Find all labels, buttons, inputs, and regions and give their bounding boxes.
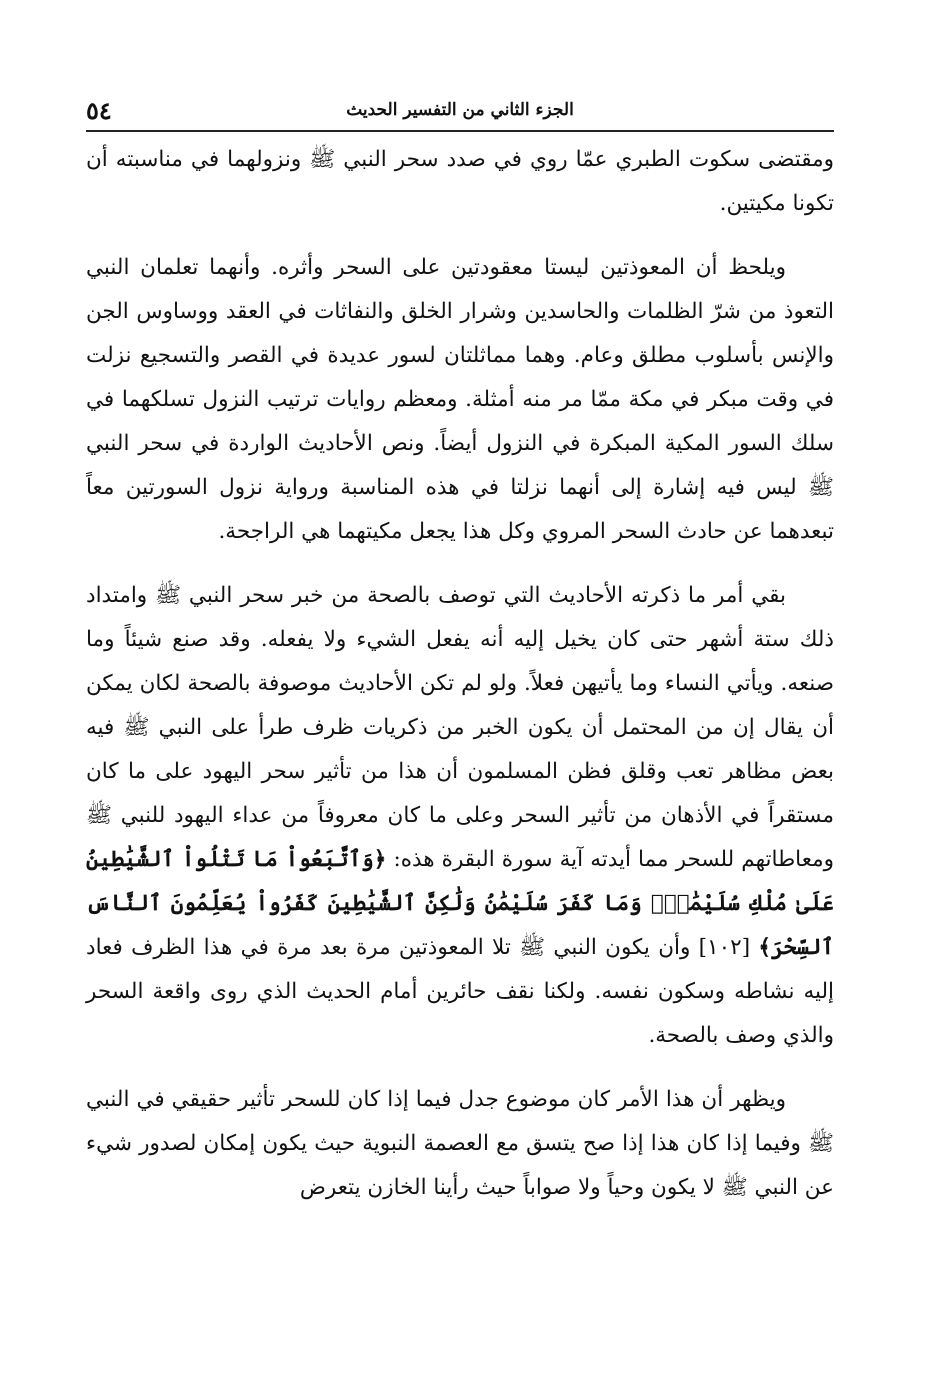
page-number: ٥٤: [86, 96, 112, 125]
running-header: [86, 90, 834, 132]
paragraph-3-text-before: بقي أمر ما ذكرته الأحاديث التي توصف بالصحة من خبر سحر النبي ﷺ وامتداد ذلك ستة أشهر حتى كان يخيل إليه أنه يفعل الشيء ولا يفعله. وقد صنع شيئاً وما صنعه. ويأتي النساء وما يأتيهن فعلاً. ولو لم تكن الأحاديث موصوفة بالصحة لكان يمكن أن يقال إن من المحتمل أن يكون الخبر من ذكريات ظرف طرأ على النبي ﷺ فيه بعض مظاهر تعب وقلق فظن المسلمون أن هذا من تأثير سحر اليهود على ما كان مستقراً في الأذهان من تأثير السحر وعلى ما كان معروفاً من عداء اليهود للنبي ﷺ ومعاطاتهم للسحر مما أيدته آية سورة البقرة هذه:: [86, 583, 834, 872]
quran-verse: ﴿وَٱتَّبَعُواْ مَا تَتْلُواْ ٱلشَّيَٰطِينُ عَلَىٰ مُلْكِ سُلَيْمَٰنَۖ وَمَا كَفَرَ سُلَيْمَٰنُ وَلَٰكِنَّ ٱلشَّيَٰطِينَ كَفَرُواْ يُعَلِّمُونَ ٱلنَّاسَ ٱلسِّحْرَ﴾: [86, 847, 834, 960]
paragraph-4: ويظهر أن هذا الأمر كان موضوع جدل فيما إذا كان للسحر تأثير حقيقي في النبي ﷺ وفيما إذا كان هذا إذا صح يتسق مع العصمة النبوية حيث يكون إمكان لصدور شيء عن النبي ﷺ لا يكون وحياً ولا صواباً حيث رأينا الخازن يتعرض: [86, 1087, 834, 1200]
paragraph-2: ويلحظ أن المعوذتين ليستا معقودتين على السحر وأثره. وأنهما تعلمان النبي التعوذ من شرّ الظلمات والحاسدين وشرار الخلق والنفاثات في العقد ووساوس الجن والإنس بأسلوب مطلق وعام. وهما مماثلتان لسور عديدة في القصر والتسجيع نزلت في وقت مبكر في مكة ممّا مر منه أمثلة. ومعظم روايات ترتيب النزول تسلكهما في سلك السور المكية المبكرة في النزول أيضاً. ونص الأحاديث الواردة في سحر النبي ﷺ ليس فيه إشارة إلى أنهما نزلتا في هذه المناسبة ورواية نزول السورتين معاً تبعدهما عن حادث السحر المروي وكل هذا يجعل مكيتهما هي الراجحة.: [86, 255, 834, 544]
paragraph-1: ومقتضى سكوت الطبري عمّا روي في صدد سحر النبي ﷺ ونزولهما في مناسبته أن تكونا مكيتين.: [86, 147, 834, 216]
paragraph-3: [86, 574, 834, 1058]
paragraph-3-text-after: [١٠٢] وأن يكون النبي ﷺ تلا المعوذتين مرة بعد مرة في هذا الظرف فعاد إليه نشاطه وسكون نفسه. ولكنا نقف حائرين أمام الحديث الذي روى واقعة السحر والذي وصف بالصحة.: [86, 935, 834, 1048]
book-title: الجزء الثاني من التفسير الحديث: [346, 100, 574, 120]
body-text: [86, 138, 834, 1210]
book-page: [86, 90, 834, 1230]
